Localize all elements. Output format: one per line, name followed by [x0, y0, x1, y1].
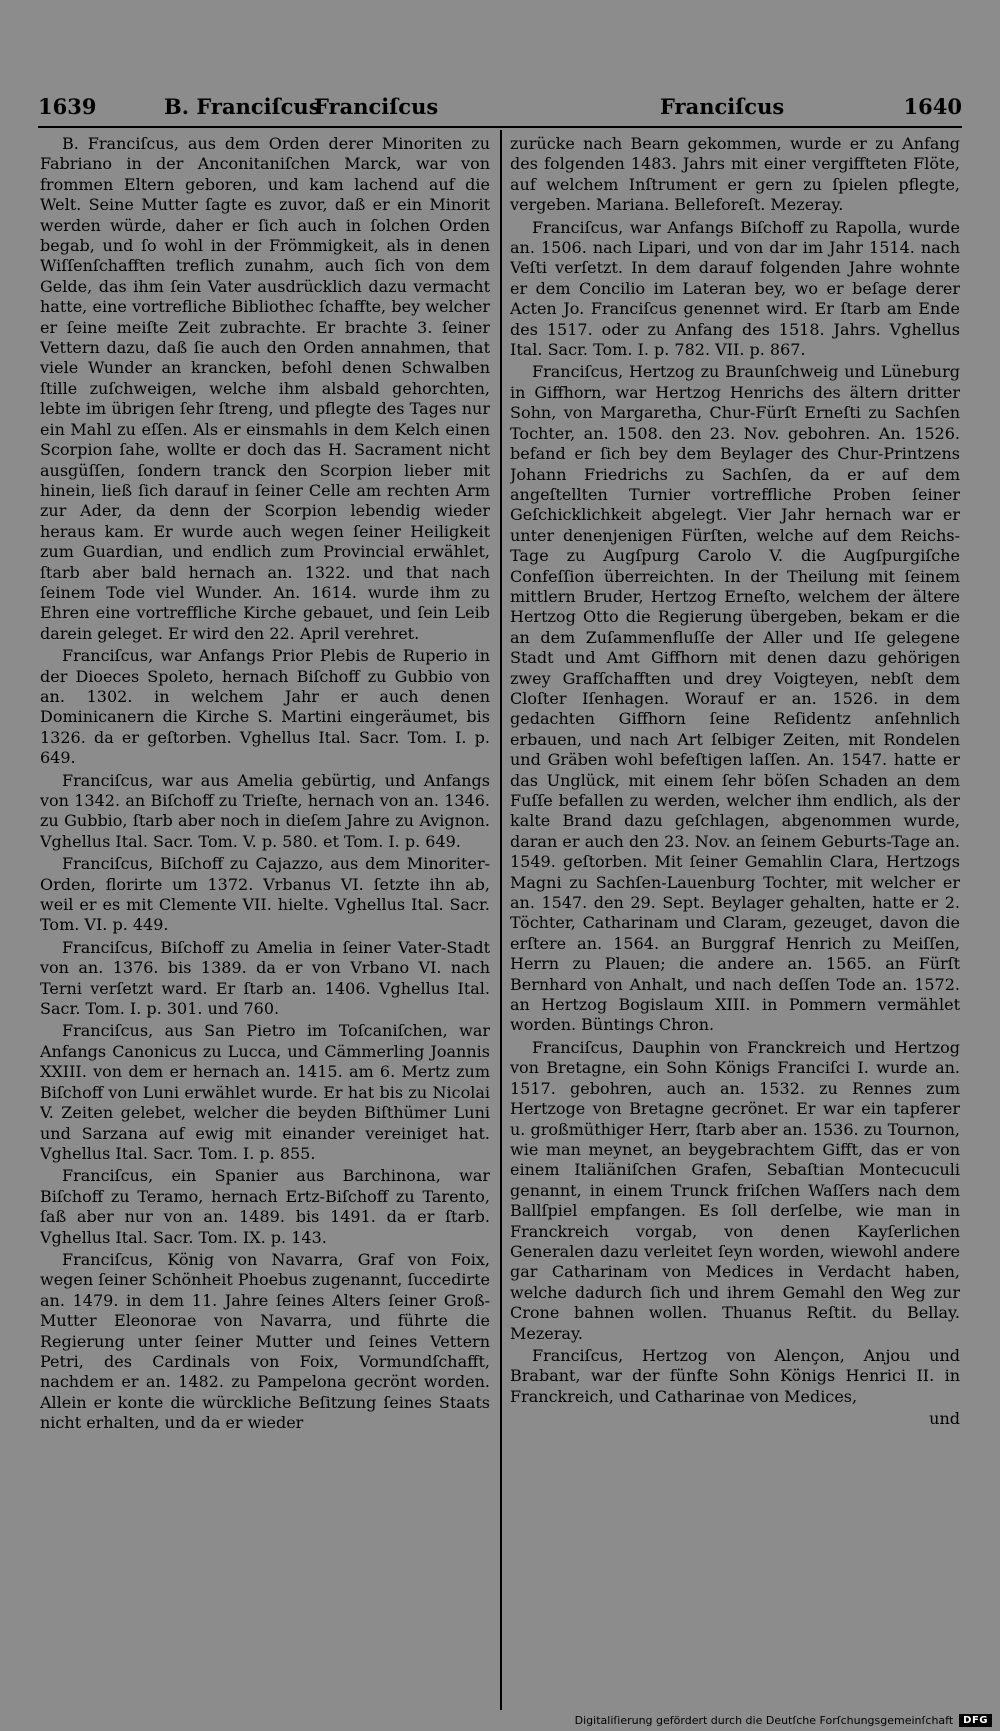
- dfg-logo: DFG: [959, 1714, 992, 1727]
- entry-paragraph: Franciſcus, Dauphin von Franckreich und Hertzog von Bretagne, ein Sohn Königs Franciſci I. wurde an. 1517. gebohren, auch an. 1532. zu Rennes zum Hertzoge von Bretagne gecrönet. Er war ein tapferer u. großmüthiger Herr, ſtarb aber an. 1536. zu Tournon, wie man meynet, an beygebrachtem Gifft, das er von einem Italiäniſchen Grafen, Sebaſtian Montecuculi genannt, in einem Trunck friſchen Waſſers nach dem Ballſpiel empfangen. Es ſoll derſelbe, wie man in Franckreich vorgab, von denen Kayſerlichen Generalen dazu verleitet ſeyn worden, wiewohl andere gar Catharinam von Medices in Verdacht haben, welche dadurch ſich und ihrem Gemahl den Weg zur Crone bahnen wollen. Thuanus Reſtit. du Bellay. Mezeray.: [510, 1037, 960, 1343]
- page-number-right: 1640: [903, 94, 962, 119]
- entry-paragraph: Franciſcus, König von Navarra, Graf von Foix, wegen ſeiner Schönheit Phoebus zugenannt, ſuccedirte an. 1479. in dem 11. Jahre ſeines Alters ſeiner Groß-Mutter Eleonorae von Navarra, und führte die Regierung unter ſeiner Mutter und ſeines Vettern Petri, des Cardinals von Foix, Vormundſchafft, nachdem er an. 1482. zu Pampelona gecrönt worden. Allein er konte die würckliche Beſitzung ſeines Staats nicht erhalten, und da er wieder: [40, 1249, 490, 1433]
- right-column: [510, 134, 960, 1709]
- running-head-left-1: B. Franciſcus: [164, 94, 321, 119]
- funding-note: Digitaliſierung gefördert durch die Deutſche Forſchungsgemeinſchaft: [574, 1714, 954, 1727]
- page-header: [38, 94, 962, 130]
- header-rule: [38, 126, 962, 128]
- entry-paragraph: Franciſcus, Biſchoff zu Amelia in ſeiner Vater-Stadt von an. 1376. bis 1389. da er von Vrbano VI. nach Terni verſetzt ward. Er ſtarb an. 1406. Vghellus Ital. Sacr. Tom. I. p. 301. und 760.: [40, 937, 490, 1019]
- entry-paragraph: Franciſcus, aus San Pietro im Toſcaniſchen, war Anfangs Canonicus zu Lucca, und Cämmerling Joannis XXIII. von dem er hernach an. 1415. am 6. Mertz zum Biſchoff von Luni erwählet wurde. Er hat bis zu Nicolai V. Zeiten gelebet, welcher die beyden Biſthümer Luni und Sarzana auf ewig mit einander vereiniget hat. Vghellus Ital. Sacr. Tom. I. p. 855.: [40, 1021, 490, 1163]
- entry-paragraph: Franciſcus, ein Spanier aus Barchinona, war Biſchoff zu Teramo, hernach Ertz-Biſchoff zu Tarento, ſaß aber nur von an. 1489. bis 1491. da er ſtarb. Vghellus Ital. Sacr. Tom. IX. p. 143.: [40, 1166, 490, 1247]
- entry-paragraph: Franciſcus, war Anfangs Prior Plebis de Ruperio in der Dioeces Spoleto, hernach Biſchoff zu Gubbio von an. 1302. in welchem Jahr er auch denen Dominicanern die Kirche S. Martini eingeräumet, bis 1326. da er geſtorben. Vghellus Ital. Sacr. Tom. I. p. 649.: [40, 646, 490, 768]
- entry-paragraph: Franciſcus, Hertzog von Alençon, Anjou und Brabant, war der fünfte Sohn Königs Henrici II. in Franckreich, und Catharinae von Medices,: [510, 1345, 960, 1406]
- entry-paragraph: B. Franciſcus, aus dem Orden derer Minoriten zu Fabriano in der Anconitaniſchen Marck, war von frommen Eltern geboren, und kam lachend auf die Welt. Seine Mutter ſagte es zuvor, daß er ein Minorit werden würde, daher er ſich auch in ſolchen Orden begab, und ſo wohl in der Frömmigkeit, als in denen Wiſſenſchafften treflich zunahm, auch ſich von dem Gelde, das ihm ſein Vater ausdrücklich dazu vermacht hatte, eine vortrefliche Bibliothec ſchaffte, bey welcher er ſeine meiſte Zeit zubrachte. Er brachte 3. ſeiner Vettern dazu, daß ſie auch den Orden annahmen, that viele Wunder an krancken, befohl denen Schwalben ſtille zuſchweigen, welche ihm alsbald gehorchten, lebte im übrigen ſehr ſtreng, und pflegte des Tages nur ein Mahl zu eſſen. Als er einsmahls in dem Kelch einen Scorpion ſahe, wollte er doch das H. Sacrament nicht ausgüſſen, ſondern tranck den Scorpion lieber mit hinein, ließ ſich darauf in ſeiner Celle am rechten Arm zur Ader, da denn der Scorpion lebendig wieder heraus kam. Er wurde auch wegen ſeiner Heiligkeit zum Guardian, und endlich zum Provincial erwählet, ſtarb aber bald hernach an. 1322. und that nach ſeinem Tode viel Wunder. An. 1614. wurde ihm zu Ehren eine vortreffliche Kirche gebauet, und ſein Leib darein geleget. Er wird den 22. April verehret.: [40, 134, 490, 643]
- entry-paragraph: Franciſcus, war Anfangs Biſchoff zu Rapolla, wurde an. 1506. nach Lipari, und von dar im Jahr 1514. nach Veſti verſetzt. In dem darauf folgenden Jahre wohnte er dem Concilio im Lateran bey, wo er beſage derer Acten Jo. Franciſcus genennet wird. Er ſtarb am Ende des 1517. oder zu Anfang des 1518. Jahrs. Vghellus Ital. Sacr. Tom. I. p. 782. VII. p. 867.: [510, 217, 960, 360]
- entry-paragraph: Franciſcus, Hertzog zu Braunſchweig und Lüneburg in Giffhorn, war Hertzog Henrichs des ältern dritter Sohn, von Margaretha, Chur-Fürſt Erneſti zu Sachſen Tochter, an. 1508. den 23. Nov. gebohren. An. 1526. befand er ſich bey dem Beylager des Chur-Printzens Johann Friedrichs zu Sachſen, da er auf dem angeſtellten Turnier vortreffliche Proben ſeiner Geſchicklichkeit abgelegt. Vier Jahr hernach war er unter denenjenigen Fürſten, welche auf dem Reichs-Tage zu Augſpurg Carolo V. die Augſpurgiſche Confeſſion überreichten. In der Theilung mit ſeinem mittlern Bruder, Hertzog Erneſto, welchem der ältere Hertzog Otto die Regierung übergeben, bekam er die an dem Zuſammenfluſſe der Aller und Iſe gelegene Stadt und Amt Giffhorn mit denen dazu gehörigen zwey Grafſchafften und drey Voigteyen, nebſt dem Cloſter Iſenhagen. Worauf er an. 1526. in dem gedachten Giffhorn ſeine Reſidentz anſehnlich erbauen, und nach Art ſelbiger Zeiten, mit Rondelen und Gräben wohl befeſtigen laſſen. An. 1547. hatte er das Unglück, mit einem ſehr böſen Schaden an dem Fuſſe befallen zu werden, welcher ihm endlich, als der kalte Brand dazu geſchlagen, abgenommen wurde, daran er auch den 23. Nov. an ſeinem Geburts-Tage an. 1549. geſtorben. Mit ſeiner Gemahlin Clara, Hertzogs Magni zu Sachſen-Lauenburg Tochter, mit welcher er an. 1547. den 29. Sept. Beylager gehalten, hatte er 2. Töchter, Catharinam und Claram, gezeuget, davon die erſtere an. 1564. an Burggraf Henrich zu Meiſſen, Herrn zu Plauen; die andere an. 1565. an Fürſt Bernhard von Anhalt, und nach deſſen Tode an. 1572. an Hertzog Bogislaum XIII. in Pommern vermählet worden. Büntings Chron.: [510, 362, 960, 1035]
- left-column: [40, 134, 490, 1709]
- entry-paragraph: Franciſcus, Biſchoff zu Cajazzo, aus dem Minoriter-Orden, florirte um 1372. Vrbanus VI. ſetzte ihn ab, weil er es mit Clemente VII. hielte. Vghellus Ital. Sacr. Tom. VI. p. 449.: [40, 854, 490, 935]
- page-number-left: 1639: [38, 94, 97, 119]
- entry-paragraph-continued: zurücke nach Bearn gekommen, wurde er zu Anfang des folgenden 1483. Jahrs mit einer vergiffteten Flöte, auf welchem Inſtrument er gern zu ſpielen pflegte, vergeben. Mariana. Belleforeſt. Mezeray.: [510, 134, 960, 215]
- column-divider: [500, 130, 502, 1710]
- entry-paragraph: Franciſcus, war aus Amelia gebürtig, und Anfangs von 1342. an Biſchoff zu Trieſte, hernach von an. 1346. zu Gubbio, ſtarb aber noch in dieſem Jahre zu Avignon. Vghellus Ital. Sacr. Tom. V. p. 580. et Tom. I. p. 649.: [40, 770, 490, 851]
- running-head-right: Franciſcus: [660, 94, 785, 119]
- catchword: und: [929, 1409, 960, 1429]
- running-head-left-2: Franciſcus: [314, 94, 439, 119]
- digitization-footer: [575, 1714, 992, 1727]
